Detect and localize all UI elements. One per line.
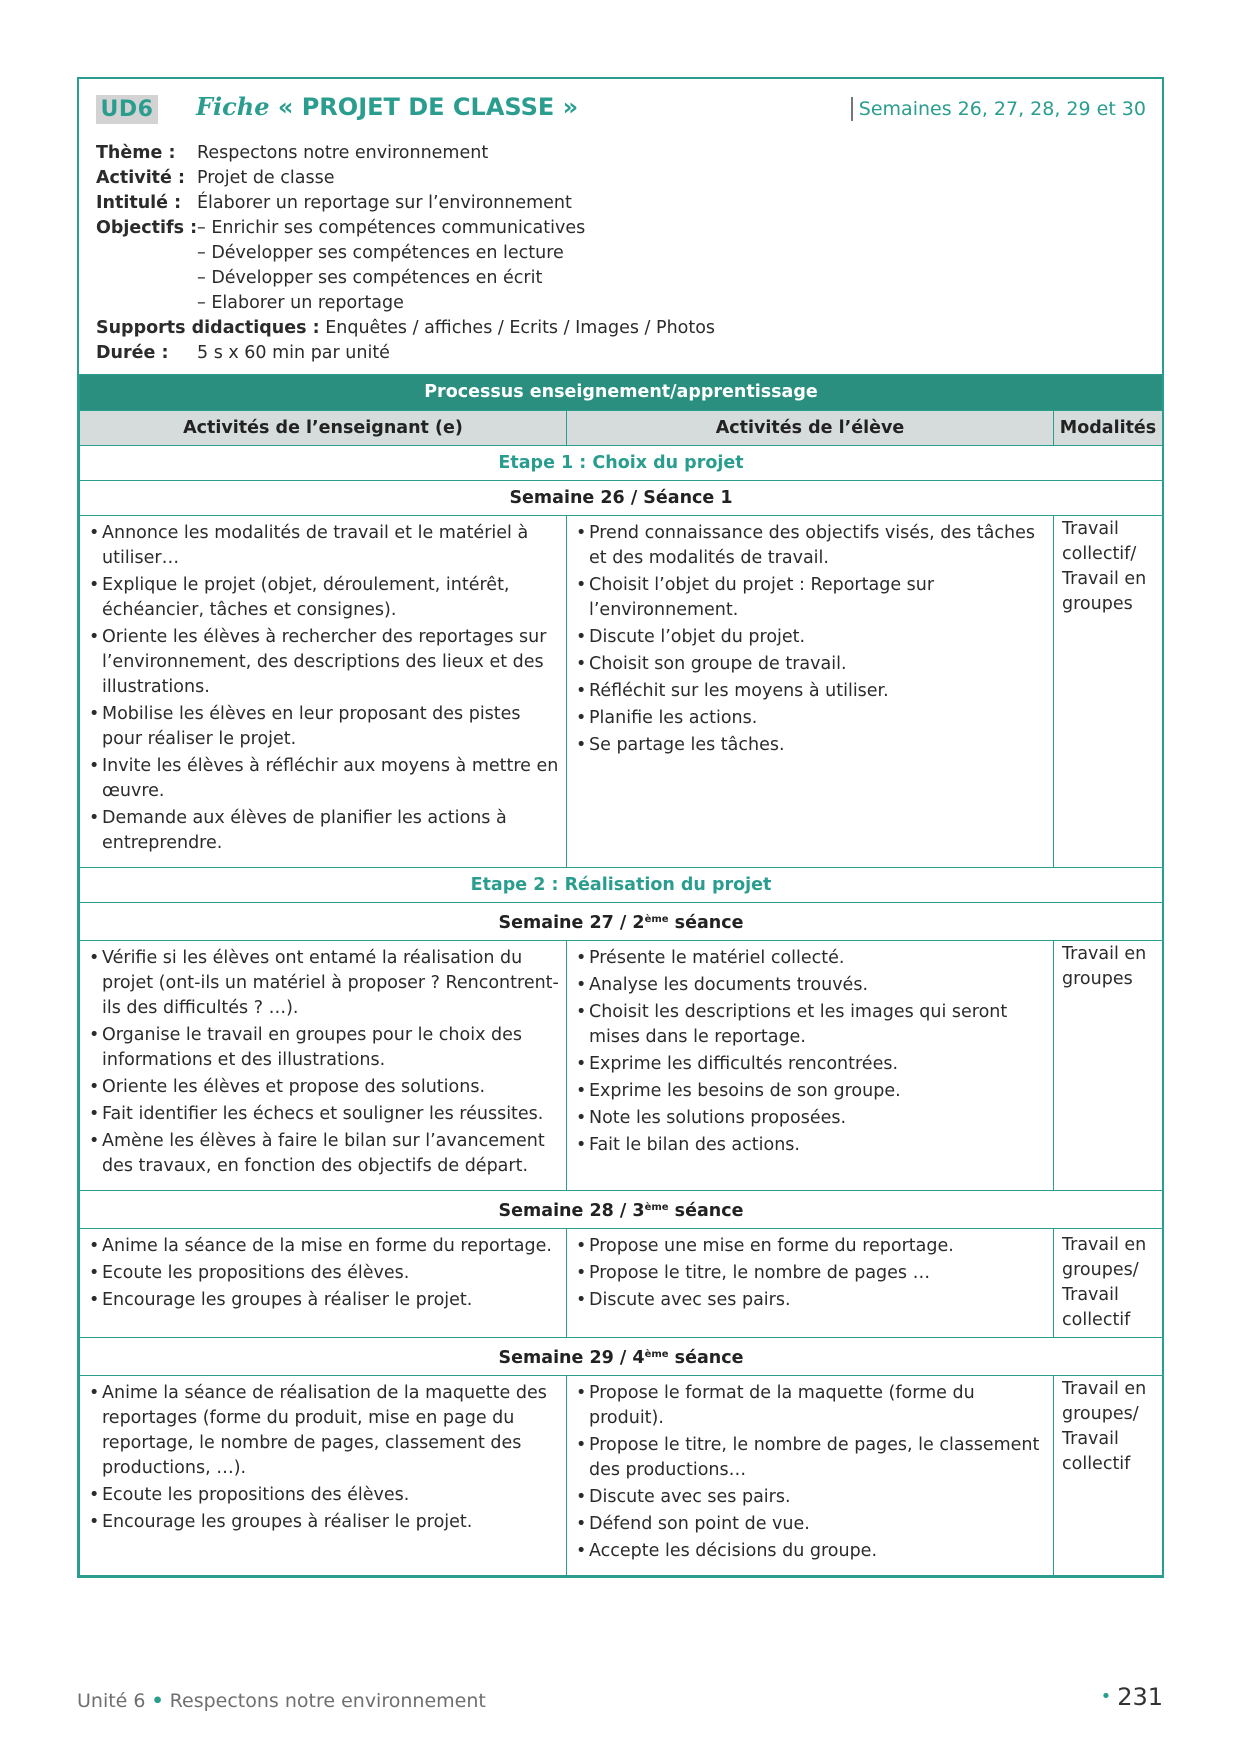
student-activities <box>568 1230 1052 1323</box>
modalites-cell <box>1054 1229 1163 1338</box>
session-sup: ème <box>644 914 669 925</box>
theme-label: Thème : <box>96 143 176 163</box>
footer-unit-label: Unité 6 <box>77 1690 146 1712</box>
list-item: • Propose une mise en forme du reportage. <box>576 1234 1046 1259</box>
modalites-cell <box>1054 516 1163 868</box>
session-suffix: séance <box>668 1348 744 1368</box>
activite-value: Projet de classe <box>197 168 335 188</box>
modalite-line: groupes <box>1062 969 1133 989</box>
list-item: • Propose le titre, le nombre de pages, le classement des productions… <box>576 1433 1046 1483</box>
modalite-line: groupes/ <box>1062 1404 1139 1424</box>
sheet-header <box>79 79 1162 374</box>
page-title <box>196 92 578 121</box>
modalite-line: Travail <box>1062 519 1119 539</box>
etape-heading: Etape 1 : Choix du projet <box>80 446 1163 481</box>
list-item: • Prend connaissance des objectifs visés, des tâches et des modalités de travail. <box>576 521 1046 571</box>
list-item: • Exprime les difficultés rencontrées. <box>576 1052 1046 1077</box>
col-header-teacher: Activités de l’enseignant (e) <box>80 411 567 446</box>
list-item: • Exprime les besoins de son groupe. <box>576 1079 1046 1104</box>
list-item: • Ecoute les propositions des élèves. <box>89 1261 559 1286</box>
intitule-label: Intitulé : <box>96 193 182 213</box>
list-item: • Planifie les actions. <box>576 706 1046 731</box>
list-item: • Invite les élèves à réfléchir aux moyens à mettre en œuvre. <box>89 754 559 804</box>
session-heading <box>80 1191 1163 1229</box>
list-item: • Discute avec ses pairs. <box>576 1485 1046 1510</box>
teacher-activities <box>81 517 565 866</box>
modalite-line: groupes/ <box>1062 1260 1139 1280</box>
objectif-item: – Enrichir ses compétences communicatives <box>197 218 586 238</box>
list-item: • Réfléchit sur les moyens à utiliser. <box>576 679 1046 704</box>
list-item: • Choisit son groupe de travail. <box>576 652 1046 677</box>
teacher-activities <box>81 1377 565 1545</box>
list-item: • Présente le matériel collecté. <box>576 946 1046 971</box>
list-item: • Oriente les élèves à rechercher des reportages sur l’environnement, des descriptions des lieux et des illustrations. <box>89 625 559 700</box>
session-suffix: séance <box>668 1201 744 1221</box>
supports-value: Enquêtes / affiches / Ecrits / Images / Photos <box>325 318 716 338</box>
list-item: • Demande aux élèves de planifier les actions à entreprendre. <box>89 806 559 856</box>
bullet-icon: • <box>151 1690 164 1712</box>
activite-label: Activité : <box>96 168 186 188</box>
title-text: « PROJET DE CLASSE » <box>277 93 579 121</box>
modalite-line: collectif/ <box>1062 544 1137 564</box>
page-number <box>1101 1683 1163 1711</box>
list-item: • Mobilise les élèves en leur proposant des pistes pour réaliser le projet. <box>89 702 559 752</box>
list-item: • Vérifie si les élèves ont entamé la réalisation du projet (ont-ils un matériel à proposer ? Rencontrent-ils des difficultés ? …). <box>89 946 559 1021</box>
duree-label: Durée : <box>96 343 169 363</box>
student-activities <box>568 942 1052 1168</box>
list-item: • Choisit les descriptions et les images qui seront mises dans le reportage. <box>576 1000 1046 1050</box>
session-prefix: Semaine 27 / 2 <box>498 913 645 933</box>
session-heading <box>80 1338 1163 1376</box>
modalite-line: collectif <box>1062 1310 1131 1330</box>
modalite-line: Travail en <box>1062 1379 1147 1399</box>
list-item: • Amène les élèves à faire le bilan sur l’avancement des travaux, en fonction des objectifs de départ. <box>89 1129 559 1179</box>
session-sup: ème <box>644 1202 669 1213</box>
list-item: • Oriente les élèves et propose des solutions. <box>89 1075 559 1100</box>
modalites-cell <box>1054 941 1163 1191</box>
list-item: • Anime la séance de réalisation de la maquette des reportages (forme du produit, mise en page du reportage, le nombre de pages, classement des productions, …). <box>89 1381 559 1481</box>
modalite-line: Travail <box>1062 1429 1119 1449</box>
list-item: • Choisit l’objet du projet : Reportage sur l’environnement. <box>576 573 1046 623</box>
session-heading: Semaine 26 / Séance 1 <box>80 481 1163 516</box>
supports-label: Supports didactiques : <box>96 318 320 338</box>
objectif-item: – Développer ses compétences en lecture <box>197 243 564 263</box>
session-suffix: séance <box>668 913 744 933</box>
process-title: Processus enseignement/apprentissage <box>80 375 1163 411</box>
list-item: • Propose le format de la maquette (forme du produit). <box>576 1381 1046 1431</box>
objectif-item: – Elaborer un reportage <box>197 293 404 313</box>
footer-unit-title: Respectons notre environnement <box>169 1690 486 1712</box>
modalite-line: Travail en <box>1062 1235 1147 1255</box>
lesson-sheet <box>77 77 1164 1578</box>
list-item: • Discute avec ses pairs. <box>576 1288 1046 1313</box>
list-item: • Explique le projet (objet, déroulement, intérêt, échéancier, tâches et consignes). <box>89 573 559 623</box>
list-item: • Anime la séance de la mise en forme du reportage. <box>89 1234 559 1259</box>
objectifs-label: Objectifs : <box>96 218 198 238</box>
col-header-student: Activités de l’élève <box>567 411 1054 446</box>
modalite-line: groupes <box>1062 594 1133 614</box>
list-item: • Encourage les groupes à réaliser le projet. <box>89 1288 559 1313</box>
objectif-item: – Développer ses compétences en écrit <box>197 268 543 288</box>
list-item: • Fait le bilan des actions. <box>576 1133 1046 1158</box>
intitule-value: Élaborer un reportage sur l’environnement <box>197 193 572 213</box>
session-sup: ème <box>644 1349 669 1360</box>
student-activities <box>568 1377 1052 1574</box>
modalite-line: Travail en <box>1062 944 1147 964</box>
list-item: • Propose le titre, le nombre de pages … <box>576 1261 1046 1286</box>
list-item: • Analyse les documents trouvés. <box>576 973 1046 998</box>
list-item: • Encourage les groupes à réaliser le projet. <box>89 1510 559 1535</box>
list-item: • Accepte les décisions du groupe. <box>576 1539 1046 1564</box>
list-item: • Se partage les tâches. <box>576 733 1046 758</box>
teacher-activities <box>81 942 565 1189</box>
session-heading <box>80 903 1163 941</box>
modalites-cell <box>1054 1376 1163 1576</box>
process-table <box>79 374 1163 1576</box>
theme-value: Respectons notre environnement <box>197 143 489 163</box>
fiche-word: Fiche <box>196 92 270 121</box>
weeks-label: Semaines 26, 27, 28, 29 et 30 <box>851 97 1146 121</box>
list-item: • Note les solutions proposées. <box>576 1106 1046 1131</box>
footer-unit <box>77 1690 486 1712</box>
modalite-line: collectif <box>1062 1454 1131 1474</box>
session-prefix: Semaine 29 / 4 <box>498 1348 645 1368</box>
col-header-modalites: Modalités <box>1054 411 1163 446</box>
list-item: • Discute l’objet du projet. <box>576 625 1046 650</box>
list-item: • Défend son point de vue. <box>576 1512 1046 1537</box>
page-number-value: 231 <box>1117 1683 1163 1711</box>
bullet-icon: • <box>1100 1686 1112 1707</box>
list-item: • Annonce les modalités de travail et le matériel à utiliser… <box>89 521 559 571</box>
teacher-activities <box>81 1230 565 1323</box>
modalite-line: Travail <box>1062 1285 1119 1305</box>
list-item: • Organise le travail en groupes pour le choix des informations et des illustrations. <box>89 1023 559 1073</box>
session-prefix: Semaine 28 / 3 <box>498 1201 645 1221</box>
list-item: • Ecoute les propositions des élèves. <box>89 1483 559 1508</box>
meta-block <box>96 141 715 366</box>
unit-badge: UD6 <box>96 95 158 124</box>
duree-value: 5 s x 60 min par unité <box>197 343 390 363</box>
list-item: • Fait identifier les échecs et souligner les réussites. <box>89 1102 559 1127</box>
student-activities <box>568 517 1052 768</box>
modalite-line: Travail en <box>1062 569 1147 589</box>
etape-heading: Etape 2 : Réalisation du projet <box>80 868 1163 903</box>
